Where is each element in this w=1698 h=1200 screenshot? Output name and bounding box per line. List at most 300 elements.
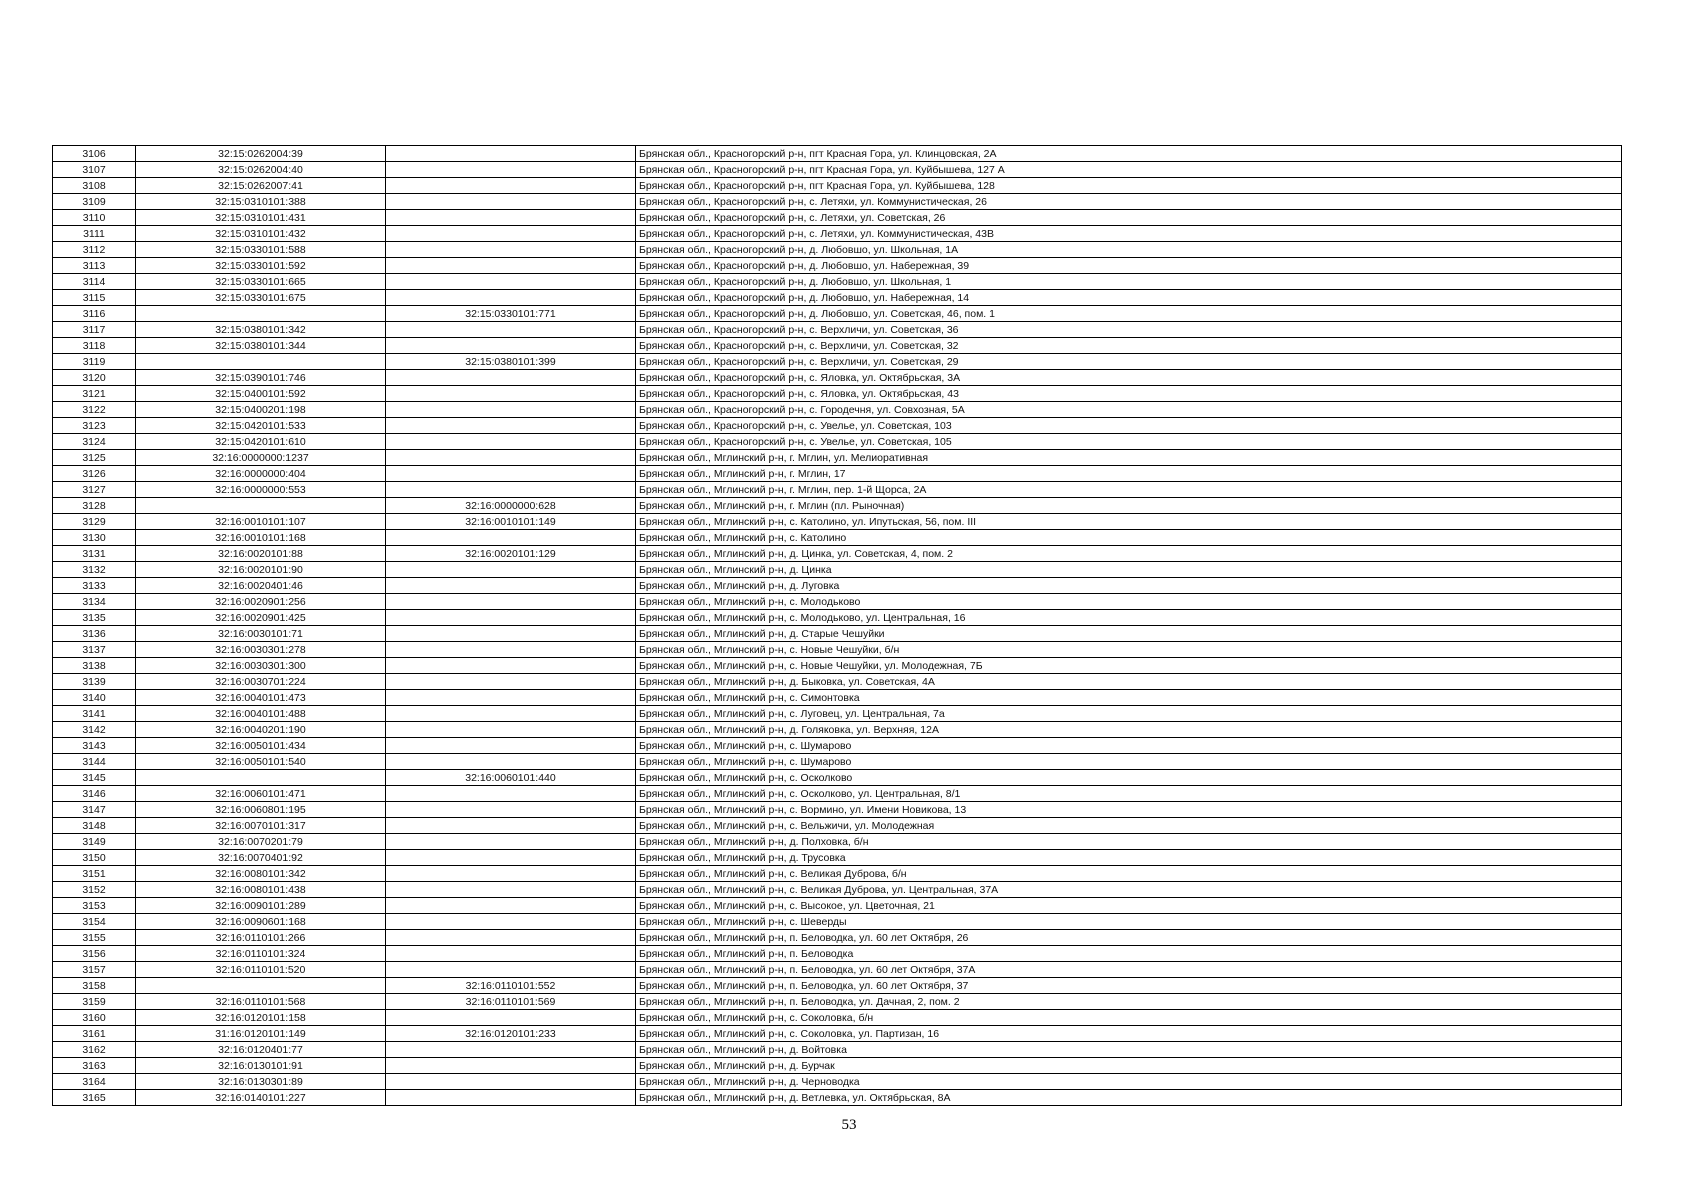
table-row xyxy=(53,402,1622,418)
address-cell: Брянская обл., Мглинский р-н, с. Католино xyxy=(636,530,1622,546)
address-cell: Брянская обл., Красногорский р-н, с. Яловка, ул. Октябрьская, 3А xyxy=(636,370,1622,386)
related-cadastral-cell: 32:15:0330101:771 xyxy=(386,306,636,322)
address-cell: Брянская обл., Мглинский р-н, с. Высокое, ул. Цветочная, 21 xyxy=(636,898,1622,914)
table-row xyxy=(53,1042,1622,1058)
table-row xyxy=(53,514,1622,530)
cadastral-number-cell: 32:16:0070401:92 xyxy=(136,850,386,866)
cadastral-number-cell: 32:16:0110101:324 xyxy=(136,946,386,962)
address-cell: Брянская обл., Красногорский р-н, с. Увелье, ул. Советская, 103 xyxy=(636,418,1622,434)
cadastral-number-cell: 32:16:0020401:46 xyxy=(136,578,386,594)
cadastral-number-cell: 32:16:0000000:553 xyxy=(136,482,386,498)
related-cadastral-cell xyxy=(386,898,636,914)
related-cadastral-cell: 32:16:0010101:149 xyxy=(386,514,636,530)
related-cadastral-cell xyxy=(386,178,636,194)
related-cadastral-cell xyxy=(386,1010,636,1026)
related-cadastral-cell xyxy=(386,642,636,658)
related-cadastral-cell xyxy=(386,706,636,722)
cadastral-number-cell xyxy=(136,354,386,370)
address-cell: Брянская обл., Мглинский р-н, д. Быковка, ул. Советская, 4А xyxy=(636,674,1622,690)
address-cell: Брянская обл., Красногорский р-н, д. Любовшо, ул. Набережная, 14 xyxy=(636,290,1622,306)
cadastral-number-cell: 32:16:0120401:77 xyxy=(136,1042,386,1058)
row-number-cell: 3129 xyxy=(53,514,136,530)
cadastral-number-cell: 32:16:0030301:278 xyxy=(136,642,386,658)
row-number-cell: 3159 xyxy=(53,994,136,1010)
address-cell: Брянская обл., Мглинский р-н, д. Полховка, б/н xyxy=(636,834,1622,850)
table-row xyxy=(53,610,1622,626)
cadastral-number-cell: 32:16:0070101:317 xyxy=(136,818,386,834)
registry-table-body xyxy=(53,146,1622,1106)
table-row xyxy=(53,786,1622,802)
cadastral-number-cell: 32:16:0020101:88 xyxy=(136,546,386,562)
related-cadastral-cell xyxy=(386,946,636,962)
address-cell: Брянская обл., Красногорский р-н, д. Любовшо, ул. Школьная, 1А xyxy=(636,242,1622,258)
row-number-cell: 3108 xyxy=(53,178,136,194)
cadastral-number-cell: 32:16:0020101:90 xyxy=(136,562,386,578)
address-cell: Брянская обл., Мглинский р-н, г. Мглин, 17 xyxy=(636,466,1622,482)
table-row xyxy=(53,978,1622,994)
row-number-cell: 3137 xyxy=(53,642,136,658)
address-cell: Брянская обл., Мглинский р-н, с. Великая Дуброва, б/н xyxy=(636,866,1622,882)
cadastral-number-cell: 32:15:0400101:592 xyxy=(136,386,386,402)
row-number-cell: 3151 xyxy=(53,866,136,882)
row-number-cell: 3112 xyxy=(53,242,136,258)
row-number-cell: 3114 xyxy=(53,274,136,290)
cadastral-number-cell: 32:16:0000000:404 xyxy=(136,466,386,482)
cadastral-number-cell: 32:16:0050101:540 xyxy=(136,754,386,770)
row-number-cell: 3136 xyxy=(53,626,136,642)
address-cell: Брянская обл., Мглинский р-н, с. Луговец, ул. Центральная, 7а xyxy=(636,706,1622,722)
cadastral-number-cell: 32:16:0110101:520 xyxy=(136,962,386,978)
table-row xyxy=(53,658,1622,674)
cadastral-number-cell: 32:16:0030301:300 xyxy=(136,658,386,674)
cadastral-number-cell: 32:15:0420101:533 xyxy=(136,418,386,434)
row-number-cell: 3138 xyxy=(53,658,136,674)
registry-sheet xyxy=(52,145,1622,1106)
related-cadastral-cell xyxy=(386,594,636,610)
related-cadastral-cell xyxy=(386,1058,636,1074)
address-cell: Брянская обл., Мглинский р-н, д. Войтовка xyxy=(636,1042,1622,1058)
table-row xyxy=(53,322,1622,338)
table-row xyxy=(53,770,1622,786)
related-cadastral-cell xyxy=(386,674,636,690)
cadastral-number-cell: 32:16:0070201:79 xyxy=(136,834,386,850)
row-number-cell: 3127 xyxy=(53,482,136,498)
address-cell: Брянская обл., Мглинский р-н, с. Шумарово xyxy=(636,738,1622,754)
address-cell: Брянская обл., Красногорский р-н, д. Любовшо, ул. Советская, 46, пом. 1 xyxy=(636,306,1622,322)
address-cell: Брянская обл., Мглинский р-н, с. Новые Чешуйки, б/н xyxy=(636,642,1622,658)
address-cell: Брянская обл., Мглинский р-н, г. Мглин (пл. Рыночная) xyxy=(636,498,1622,514)
address-cell: Брянская обл., Красногорский р-н, с. Верхличи, ул. Советская, 32 xyxy=(636,338,1622,354)
table-row xyxy=(53,258,1622,274)
related-cadastral-cell xyxy=(386,386,636,402)
cadastral-number-cell: 32:16:0090101:289 xyxy=(136,898,386,914)
related-cadastral-cell xyxy=(386,626,636,642)
row-number-cell: 3121 xyxy=(53,386,136,402)
related-cadastral-cell xyxy=(386,1090,636,1106)
address-cell: Брянская обл., Красногорский р-н, пгт Красная Гора, ул. Клинцовская, 2А xyxy=(636,146,1622,162)
row-number-cell: 3158 xyxy=(53,978,136,994)
related-cadastral-cell: 32:15:0380101:399 xyxy=(386,354,636,370)
row-number-cell: 3110 xyxy=(53,210,136,226)
address-cell: Брянская обл., Мглинский р-н, п. Беловодка, ул. 60 лет Октября, 37 xyxy=(636,978,1622,994)
related-cadastral-cell xyxy=(386,930,636,946)
table-row xyxy=(53,194,1622,210)
address-cell: Брянская обл., Мглинский р-н, д. Черноводка xyxy=(636,1074,1622,1090)
related-cadastral-cell xyxy=(386,146,636,162)
address-cell: Брянская обл., Красногорский р-н, пгт Красная Гора, ул. Куйбышева, 127 А xyxy=(636,162,1622,178)
table-row xyxy=(53,738,1622,754)
related-cadastral-cell xyxy=(386,402,636,418)
row-number-cell: 3164 xyxy=(53,1074,136,1090)
table-row xyxy=(53,482,1622,498)
row-number-cell: 3149 xyxy=(53,834,136,850)
table-row xyxy=(53,466,1622,482)
table-row xyxy=(53,498,1622,514)
related-cadastral-cell xyxy=(386,322,636,338)
address-cell: Брянская обл., Красногорский р-н, с. Летяхи, ул. Коммунистическая, 43В xyxy=(636,226,1622,242)
related-cadastral-cell xyxy=(386,1074,636,1090)
related-cadastral-cell xyxy=(386,562,636,578)
cadastral-number-cell: 32:16:0010101:168 xyxy=(136,530,386,546)
related-cadastral-cell xyxy=(386,434,636,450)
table-row xyxy=(53,290,1622,306)
address-cell: Брянская обл., Мглинский р-н, с. Соколовка, б/н xyxy=(636,1010,1622,1026)
cadastral-number-cell xyxy=(136,306,386,322)
address-cell: Брянская обл., Красногорский р-н, пгт Красная Гора, ул. Куйбышева, 128 xyxy=(636,178,1622,194)
related-cadastral-cell xyxy=(386,370,636,386)
table-row xyxy=(53,434,1622,450)
cadastral-number-cell: 32:16:0040101:488 xyxy=(136,706,386,722)
address-cell: Брянская обл., Мглинский р-н, д. Бурчак xyxy=(636,1058,1622,1074)
table-row xyxy=(53,274,1622,290)
cadastral-number-cell: 32:16:0020901:425 xyxy=(136,610,386,626)
cadastral-number-cell: 32:16:0060101:471 xyxy=(136,786,386,802)
row-number-cell: 3163 xyxy=(53,1058,136,1074)
cadastral-number-cell: 31:16:0120101:149 xyxy=(136,1026,386,1042)
row-number-cell: 3117 xyxy=(53,322,136,338)
related-cadastral-cell xyxy=(386,194,636,210)
address-cell: Брянская обл., Красногорский р-н, с. Яловка, ул. Октябрьская, 43 xyxy=(636,386,1622,402)
row-number-cell: 3120 xyxy=(53,370,136,386)
table-row xyxy=(53,850,1622,866)
related-cadastral-cell xyxy=(386,338,636,354)
table-row xyxy=(53,626,1622,642)
table-row xyxy=(53,834,1622,850)
related-cadastral-cell xyxy=(386,834,636,850)
table-row xyxy=(53,866,1622,882)
address-cell: Брянская обл., Красногорский р-н, д. Любовшо, ул. Школьная, 1 xyxy=(636,274,1622,290)
cadastral-number-cell: 32:16:0050101:434 xyxy=(136,738,386,754)
related-cadastral-cell xyxy=(386,738,636,754)
cadastral-number-cell xyxy=(136,498,386,514)
related-cadastral-cell xyxy=(386,450,636,466)
table-row xyxy=(53,146,1622,162)
related-cadastral-cell xyxy=(386,226,636,242)
address-cell: Брянская обл., Мглинский р-н, с. Молодьково xyxy=(636,594,1622,610)
related-cadastral-cell: 32:16:0020101:129 xyxy=(386,546,636,562)
table-row xyxy=(53,898,1622,914)
address-cell: Брянская обл., Мглинский р-н, п. Беловодка, ул. 60 лет Октября, 26 xyxy=(636,930,1622,946)
address-cell: Брянская обл., Мглинский р-н, п. Беловодка xyxy=(636,946,1622,962)
cadastral-number-cell: 32:15:0330101:592 xyxy=(136,258,386,274)
cadastral-number-cell: 32:15:0400201:198 xyxy=(136,402,386,418)
row-number-cell: 3147 xyxy=(53,802,136,818)
row-number-cell: 3161 xyxy=(53,1026,136,1042)
row-number-cell: 3155 xyxy=(53,930,136,946)
related-cadastral-cell xyxy=(386,690,636,706)
related-cadastral-cell xyxy=(386,242,636,258)
cadastral-number-cell: 32:16:0090601:168 xyxy=(136,914,386,930)
row-number-cell: 3107 xyxy=(53,162,136,178)
related-cadastral-cell xyxy=(386,1042,636,1058)
related-cadastral-cell xyxy=(386,818,636,834)
cadastral-number-cell: 32:16:0130101:91 xyxy=(136,1058,386,1074)
row-number-cell: 3124 xyxy=(53,434,136,450)
table-row xyxy=(53,802,1622,818)
related-cadastral-cell: 32:16:0120101:233 xyxy=(386,1026,636,1042)
cadastral-number-cell: 32:15:0330101:588 xyxy=(136,242,386,258)
related-cadastral-cell xyxy=(386,482,636,498)
address-cell: Брянская обл., Мглинский р-н, д. Трусовка xyxy=(636,850,1622,866)
address-cell: Брянская обл., Мглинский р-н, с. Шеверды xyxy=(636,914,1622,930)
address-cell: Брянская обл., Мглинский р-н, с. Католино, ул. Ипутьская, 56, пом. III xyxy=(636,514,1622,530)
cadastral-number-cell: 32:16:0020901:256 xyxy=(136,594,386,610)
table-row xyxy=(53,450,1622,466)
row-number-cell: 3134 xyxy=(53,594,136,610)
row-number-cell: 3139 xyxy=(53,674,136,690)
row-number-cell: 3126 xyxy=(53,466,136,482)
related-cadastral-cell xyxy=(386,722,636,738)
table-row xyxy=(53,994,1622,1010)
cadastral-number-cell: 32:16:0040101:473 xyxy=(136,690,386,706)
table-row xyxy=(53,242,1622,258)
table-row xyxy=(53,818,1622,834)
address-cell: Брянская обл., Мглинский р-н, г. Мглин, ул. Мелиоративная xyxy=(636,450,1622,466)
address-cell: Брянская обл., Мглинский р-н, с. Симонтовка xyxy=(636,690,1622,706)
cadastral-number-cell: 32:15:0310101:388 xyxy=(136,194,386,210)
related-cadastral-cell xyxy=(386,802,636,818)
cadastral-number-cell: 32:16:0080101:342 xyxy=(136,866,386,882)
cadastral-number-cell: 32:16:0030101:71 xyxy=(136,626,386,642)
cadastral-number-cell: 32:16:0120101:158 xyxy=(136,1010,386,1026)
row-number-cell: 3115 xyxy=(53,290,136,306)
related-cadastral-cell xyxy=(386,290,636,306)
related-cadastral-cell xyxy=(386,754,636,770)
row-number-cell: 3145 xyxy=(53,770,136,786)
related-cadastral-cell: 32:16:0110101:552 xyxy=(386,978,636,994)
row-number-cell: 3118 xyxy=(53,338,136,354)
cadastral-number-cell: 32:16:0140101:227 xyxy=(136,1090,386,1106)
row-number-cell: 3122 xyxy=(53,402,136,418)
table-row xyxy=(53,546,1622,562)
cadastral-number-cell: 32:15:0420101:610 xyxy=(136,434,386,450)
address-cell: Брянская обл., Мглинский р-н, г. Мглин, пер. 1-й Щорса, 2А xyxy=(636,482,1622,498)
table-row xyxy=(53,914,1622,930)
related-cadastral-cell xyxy=(386,258,636,274)
row-number-cell: 3141 xyxy=(53,706,136,722)
address-cell: Брянская обл., Мглинский р-н, д. Цинка xyxy=(636,562,1622,578)
cadastral-number-cell: 32:15:0390101:746 xyxy=(136,370,386,386)
row-number-cell: 3154 xyxy=(53,914,136,930)
row-number-cell: 3133 xyxy=(53,578,136,594)
related-cadastral-cell xyxy=(386,530,636,546)
page-number: 53 xyxy=(841,1117,857,1133)
address-cell: Брянская обл., Красногорский р-н, с. Летяхи, ул. Коммунистическая, 26 xyxy=(636,194,1622,210)
address-cell: Брянская обл., Мглинский р-н, д. Старые Чешуйки xyxy=(636,626,1622,642)
table-row xyxy=(53,946,1622,962)
row-number-cell: 3130 xyxy=(53,530,136,546)
cadastral-number-cell: 32:15:0380101:344 xyxy=(136,338,386,354)
address-cell: Брянская обл., Мглинский р-н, п. Беловодка, ул. Дачная, 2, пом. 2 xyxy=(636,994,1622,1010)
table-row xyxy=(53,754,1622,770)
related-cadastral-cell xyxy=(386,578,636,594)
address-cell: Брянская обл., Красногорский р-н, д. Любовшо, ул. Набережная, 39 xyxy=(636,258,1622,274)
table-row xyxy=(53,1074,1622,1090)
related-cadastral-cell xyxy=(386,466,636,482)
cadastral-number-cell: 32:15:0262007:41 xyxy=(136,178,386,194)
row-number-cell: 3153 xyxy=(53,898,136,914)
table-row xyxy=(53,882,1622,898)
cadastral-number-cell: 32:15:0330101:665 xyxy=(136,274,386,290)
row-number-cell: 3162 xyxy=(53,1042,136,1058)
table-row xyxy=(53,338,1622,354)
address-cell: Брянская обл., Мглинский р-н, п. Беловодка, ул. 60 лет Октября, 37А xyxy=(636,962,1622,978)
address-cell: Брянская обл., Красногорский р-н, с. Городечня, ул. Совхозная, 5А xyxy=(636,402,1622,418)
related-cadastral-cell xyxy=(386,914,636,930)
address-cell: Брянская обл., Красногорский р-н, с. Верхличи, ул. Советская, 29 xyxy=(636,354,1622,370)
row-number-cell: 3125 xyxy=(53,450,136,466)
row-number-cell: 3111 xyxy=(53,226,136,242)
related-cadastral-cell xyxy=(386,418,636,434)
table-row xyxy=(53,562,1622,578)
related-cadastral-cell xyxy=(386,610,636,626)
cadastral-number-cell xyxy=(136,978,386,994)
table-row xyxy=(53,674,1622,690)
table-row xyxy=(53,930,1622,946)
table-row xyxy=(53,690,1622,706)
row-number-cell: 3113 xyxy=(53,258,136,274)
row-number-cell: 3135 xyxy=(53,610,136,626)
address-cell: Брянская обл., Мглинский р-н, д. Ветлевка, ул. Октябрьская, 8А xyxy=(636,1090,1622,1106)
cadastral-number-cell: 32:15:0310101:432 xyxy=(136,226,386,242)
table-row xyxy=(53,418,1622,434)
address-cell: Брянская обл., Мглинский р-н, д. Цинка, ул. Советская, 4, пом. 2 xyxy=(636,546,1622,562)
address-cell: Брянская обл., Мглинский р-н, д. Луговка xyxy=(636,578,1622,594)
row-number-cell: 3123 xyxy=(53,418,136,434)
address-cell: Брянская обл., Мглинский р-н, с. Соколовка, ул. Партизан, 16 xyxy=(636,1026,1622,1042)
row-number-cell: 3106 xyxy=(53,146,136,162)
related-cadastral-cell xyxy=(386,210,636,226)
cadastral-number-cell: 32:16:0060801:195 xyxy=(136,802,386,818)
row-number-cell: 3142 xyxy=(53,722,136,738)
row-number-cell: 3131 xyxy=(53,546,136,562)
row-number-cell: 3157 xyxy=(53,962,136,978)
table-row xyxy=(53,370,1622,386)
cadastral-number-cell: 32:15:0380101:342 xyxy=(136,322,386,338)
address-cell: Брянская обл., Мглинский р-н, с. Новые Чешуйки, ул. Молодежная, 7Б xyxy=(636,658,1622,674)
row-number-cell: 3116 xyxy=(53,306,136,322)
address-cell: Брянская обл., Мглинский р-н, с. Молодьково, ул. Центральная, 16 xyxy=(636,610,1622,626)
cadastral-number-cell: 32:16:0110101:266 xyxy=(136,930,386,946)
table-row xyxy=(53,386,1622,402)
row-number-cell: 3109 xyxy=(53,194,136,210)
table-row xyxy=(53,226,1622,242)
table-row xyxy=(53,162,1622,178)
table-row xyxy=(53,962,1622,978)
cadastral-number-cell: 32:16:0010101:107 xyxy=(136,514,386,530)
cadastral-number-cell: 32:15:0262004:39 xyxy=(136,146,386,162)
row-number-cell: 3143 xyxy=(53,738,136,754)
table-row xyxy=(53,706,1622,722)
cadastral-number-cell: 32:16:0130301:89 xyxy=(136,1074,386,1090)
address-cell: Брянская обл., Мглинский р-н, с. Великая Дуброва, ул. Центральная, 37А xyxy=(636,882,1622,898)
table-row xyxy=(53,642,1622,658)
cadastral-number-cell: 32:16:0080101:438 xyxy=(136,882,386,898)
table-row xyxy=(53,306,1622,322)
table-row xyxy=(53,178,1622,194)
table-row xyxy=(53,1058,1622,1074)
table-row xyxy=(53,210,1622,226)
table-row xyxy=(53,354,1622,370)
related-cadastral-cell xyxy=(386,882,636,898)
row-number-cell: 3150 xyxy=(53,850,136,866)
cadastral-number-cell: 32:16:0000000:1237 xyxy=(136,450,386,466)
address-cell: Брянская обл., Мглинский р-н, с. Вормино, ул. Имени Новикова, 13 xyxy=(636,802,1622,818)
table-row xyxy=(53,578,1622,594)
table-row xyxy=(53,1010,1622,1026)
table-row xyxy=(53,594,1622,610)
related-cadastral-cell xyxy=(386,274,636,290)
row-number-cell: 3156 xyxy=(53,946,136,962)
row-number-cell: 3140 xyxy=(53,690,136,706)
address-cell: Брянская обл., Мглинский р-н, д. Голяковка, ул. Верхняя, 12А xyxy=(636,722,1622,738)
table-row xyxy=(53,1090,1622,1106)
address-cell: Брянская обл., Мглинский р-н, с. Осколково xyxy=(636,770,1622,786)
row-number-cell: 3128 xyxy=(53,498,136,514)
cadastral-number-cell: 32:15:0262004:40 xyxy=(136,162,386,178)
address-cell: Брянская обл., Красногорский р-н, с. Летяхи, ул. Советская, 26 xyxy=(636,210,1622,226)
related-cadastral-cell: 32:16:0060101:440 xyxy=(386,770,636,786)
cadastral-number-cell xyxy=(136,770,386,786)
related-cadastral-cell xyxy=(386,658,636,674)
row-number-cell: 3119 xyxy=(53,354,136,370)
address-cell: Брянская обл., Мглинский р-н, с. Осколково, ул. Центральная, 8/1 xyxy=(636,786,1622,802)
row-number-cell: 3146 xyxy=(53,786,136,802)
cadastral-number-cell: 32:16:0110101:568 xyxy=(136,994,386,1010)
related-cadastral-cell xyxy=(386,850,636,866)
related-cadastral-cell xyxy=(386,962,636,978)
related-cadastral-cell xyxy=(386,786,636,802)
address-cell: Брянская обл., Красногорский р-н, с. Верхличи, ул. Советская, 36 xyxy=(636,322,1622,338)
related-cadastral-cell xyxy=(386,162,636,178)
registry-table xyxy=(52,145,1622,1106)
address-cell: Брянская обл., Красногорский р-н, с. Увелье, ул. Советская, 105 xyxy=(636,434,1622,450)
related-cadastral-cell: 32:16:0000000:628 xyxy=(386,498,636,514)
cadastral-number-cell: 32:16:0030701:224 xyxy=(136,674,386,690)
cadastral-number-cell: 32:15:0310101:431 xyxy=(136,210,386,226)
table-row xyxy=(53,722,1622,738)
row-number-cell: 3144 xyxy=(53,754,136,770)
row-number-cell: 3148 xyxy=(53,818,136,834)
row-number-cell: 3152 xyxy=(53,882,136,898)
row-number-cell: 3160 xyxy=(53,1010,136,1026)
row-number-cell: 3165 xyxy=(53,1090,136,1106)
cadastral-number-cell: 32:16:0040201:190 xyxy=(136,722,386,738)
related-cadastral-cell: 32:16:0110101:569 xyxy=(386,994,636,1010)
cadastral-number-cell: 32:15:0330101:675 xyxy=(136,290,386,306)
table-row xyxy=(53,1026,1622,1042)
row-number-cell: 3132 xyxy=(53,562,136,578)
